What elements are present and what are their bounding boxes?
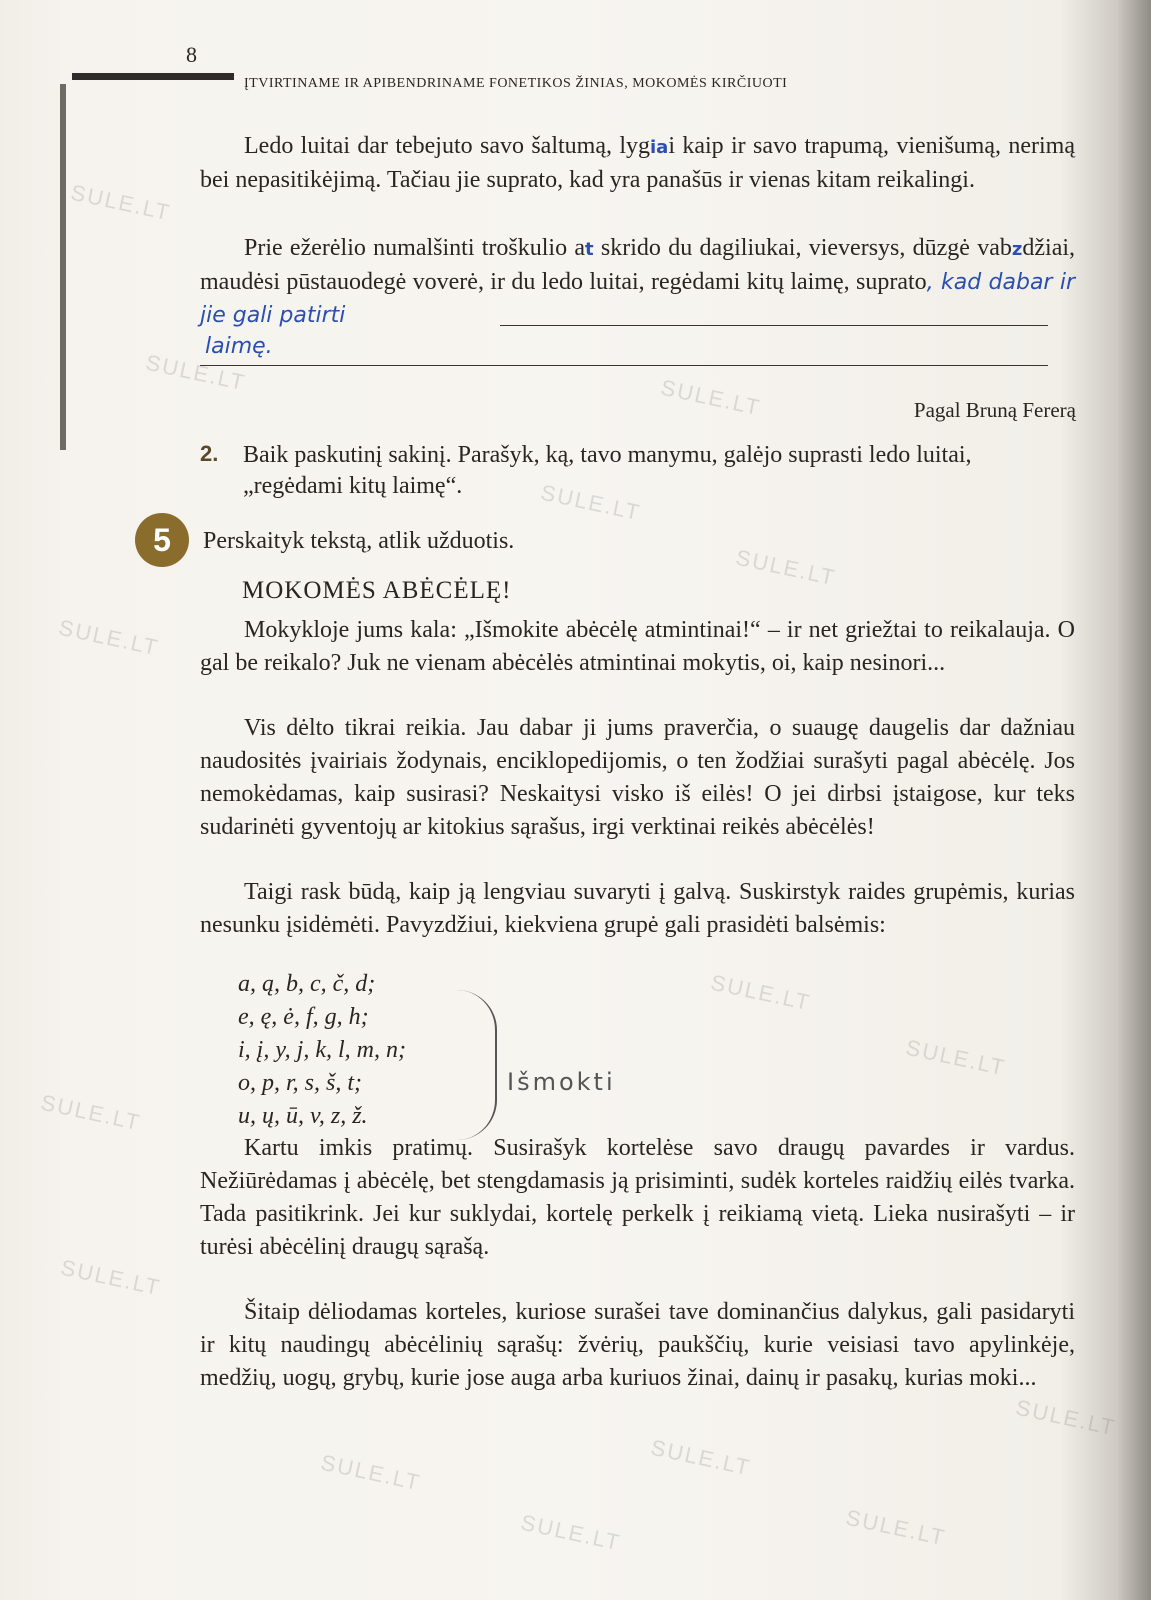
story-paragraph-1: Ledo luitai dar tebejuto savo šaltumą, lygiai kaip ir savo trapumą, vienišumą, nerimą bei nepasitikėjimą. Tačiau jie suprato, kad yra panašūs ir vienas kitam reikalingi. [200, 133, 1075, 193]
exercise-instruction: Perskaityk tekstą, atlik užduotis. [203, 528, 515, 554]
text-title: MOKOMĖS ABĖCĖLĘ! [242, 577, 512, 604]
handwritten-answer-2: laimę. [205, 334, 273, 359]
handwritten-fill: t [585, 239, 594, 260]
watermark: SULE.LT [538, 479, 644, 526]
margin-bar [60, 84, 66, 450]
answer-line[interactable] [200, 365, 1048, 366]
running-head: ĮTVIRTINAME IR APIBENDRINAME FONETIKOS ŽINIAS, MOKOMĖS KIRČIUOTI [244, 76, 788, 91]
watermark: SULE.LT [518, 1509, 624, 1556]
watermark: SULE.LT [648, 1434, 754, 1481]
handwritten-brace [450, 990, 497, 1140]
handwritten-fill: ia [650, 137, 669, 158]
watermark: SULE.LT [843, 1504, 949, 1551]
watermark: SULE.LT [58, 1254, 164, 1301]
text-paragraph-5: Šitaip dėliodamas korteles, kuriose surašei tave dominančius dalykus, gali pasidaryti ir kitų naudingų abėcėlinių sąrašų: žvėrių, paukščių, kurie veisiasi tavo apylinkėje, medžių, uogų, grybų, kurie jose auga arba kuriuos žinai, dainų ir pasakų, kurias moki... [200, 1299, 1075, 1391]
watermark: SULE.LT [56, 614, 162, 661]
watermark: SULE.LT [708, 969, 814, 1016]
watermark: SULE.LT [903, 1034, 1009, 1081]
text-paragraph-4: Kartu imkis pratimų. Susirašyk kortelėse savo draugų pavardes ir vardus. Nežiūrėdamas į abėcėlę, bet stengdamasis ją prisiminti, sudėk korteles raidžių eilės tvarka. Tada pasitikrink. Jei kur suklydai, kortelę perkelk į reikiamą vietą. Lieka nusirašyti – ir turėsi abėcėlinį draugų sąrašą. [200, 1135, 1075, 1260]
task-text: Baik paskutinį sakinį. Parašyk, ką, tavo manymu, galėjo suprasti ledo luitai, „regėdami kitų laimę“. [243, 442, 972, 499]
watermark: SULE.LT [733, 544, 839, 591]
letter-group: a, ą, b, c, č, d; [238, 971, 376, 997]
letter-group: i, į, y, j, k, l, m, n; [238, 1037, 406, 1063]
letter-group: e, ę, ė, f, g, h; [238, 1004, 369, 1030]
watermark: SULE.LT [318, 1449, 424, 1496]
story-paragraph-2: Prie ežerėlio numalšinti troškulio at skrido du dagiliukai, vieversys, dūzgė vabzdžiai, maudėsi pūstauodegė voverė, ir du ledo luitai, regėdami kitų laimę, suprato, kad dabar ir jie gali patirti [200, 235, 1076, 328]
header-rule [72, 73, 234, 80]
handwritten-answer: , kad dabar ir jie gali patirti [200, 270, 1075, 328]
source-attribution: Pagal Bruną Fererą [913, 398, 1076, 422]
page-number: 8 [186, 42, 197, 67]
watermark: SULE.LT [38, 1089, 144, 1136]
answer-line[interactable] [500, 325, 1048, 326]
task-number: 2. [200, 441, 219, 466]
letter-group: u, ų, ū, v, z, ž. [238, 1103, 368, 1129]
handwritten-note: Išmokti [507, 1068, 616, 1096]
text-paragraph-3: Taigi rask būdą, kaip ją lengviau suvaryti į galvą. Suskirstyk raides grupėmis, kurias nesunku įsidėmėti. Pavyzdžiui, kiekviena grupė gali prasidėti balsėmis: [200, 879, 1075, 938]
watermark: SULE.LT [68, 179, 174, 226]
handwritten-fill: z [1011, 239, 1023, 260]
text-paragraph-2: Vis dėlto tikrai reikia. Jau dabar ji jums praverčia, o suaugę daugelis dar dažniau naudositės įvairiais žodynais, enciklopedijomis, o ten žodžiai surašyti pagal abėcėlę. Jos nemokėdamas, kaip susirasi? Neskaitysi visko iš eilės! O jei dirbsi įstaigose, kur teks sudarinėti gyventojų ar kitokius sąrašus, irgi verktinai reikės abėcėlės! [200, 715, 1075, 840]
text-paragraph-1: Mokykloje jums kala: „Išmokite abėcėlę atmintinai!“ – ir net griežtai to reikalauja. O gal be reikalo? Juk ne vienam abėcėlės atmintinai mokytis, oi, kaip nesinori... [200, 617, 1075, 676]
watermark: SULE.LT [143, 349, 249, 396]
exercise-number-badge: 5 [135, 513, 189, 567]
watermark: SULE.LT [658, 374, 764, 421]
watermark: SULE.LT [1013, 1394, 1119, 1441]
letter-group: o, p, r, s, š, t; [238, 1070, 363, 1096]
